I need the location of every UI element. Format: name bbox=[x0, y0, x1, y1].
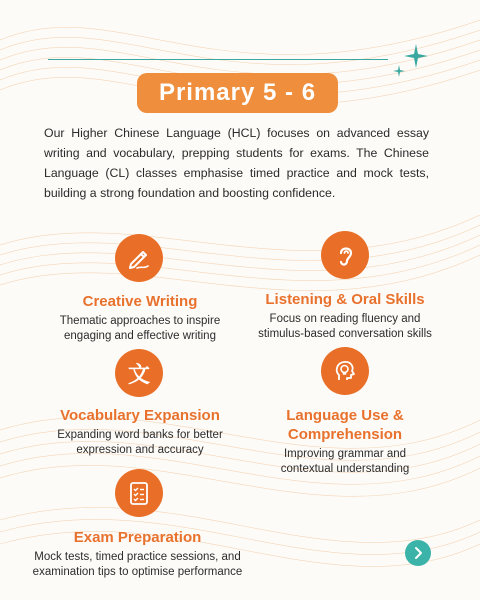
feature-description bbox=[40, 314, 240, 344]
brain-lightbulb-icon bbox=[321, 347, 369, 395]
feature-desc-line: Focus on reading fluency and bbox=[269, 313, 421, 325]
feature-title: Exam Preparation bbox=[73, 529, 202, 546]
chinese-character-glyph: 文 bbox=[127, 362, 150, 388]
feature-vocabulary-expansion bbox=[40, 406, 240, 458]
sparkle-icon bbox=[404, 44, 428, 68]
chevron-right-icon bbox=[411, 546, 425, 560]
feature-language-use-comprehension bbox=[250, 406, 440, 477]
feature-listening-oral bbox=[250, 290, 440, 342]
feature-description bbox=[20, 550, 255, 580]
feature-desc-line: contextual understanding bbox=[280, 463, 410, 475]
feature-title-line: Comprehension bbox=[287, 426, 403, 443]
chinese-character-icon bbox=[115, 349, 163, 397]
feature-desc-line: engaging and effective writing bbox=[64, 330, 216, 342]
feature-title bbox=[250, 406, 440, 444]
sparkle-small-icon bbox=[393, 65, 405, 77]
page-title: Primary 5 - 6 bbox=[137, 73, 338, 113]
feature-desc-line: Improving grammar and bbox=[283, 448, 407, 460]
feature-description bbox=[40, 428, 240, 458]
next-button[interactable] bbox=[405, 540, 431, 566]
feature-desc-line: Thematic approaches to inspire bbox=[59, 315, 221, 327]
feature-exam-preparation bbox=[20, 528, 255, 580]
feature-title: Listening & Oral Skills bbox=[265, 291, 425, 308]
feature-creative-writing bbox=[40, 292, 240, 344]
pen-icon bbox=[115, 234, 163, 282]
feature-desc-line: Mock tests, timed practice sessions, and bbox=[34, 551, 241, 563]
feature-description bbox=[250, 312, 440, 342]
feature-desc-line: examination tips to optimise performance bbox=[32, 566, 243, 578]
feature-desc-line: expression and accuracy bbox=[76, 444, 204, 456]
checklist-icon bbox=[115, 469, 163, 517]
intro-paragraph: Our Higher Chinese Language (HCL) focuses on advanced essay writing and vocabulary, prepping students for exams. The Chinese Language (CL) classes emphasise timed practice and mock tests, building a strong foundation and boosting confidence. bbox=[44, 126, 429, 200]
feature-title-line: Language Use & bbox=[286, 407, 404, 424]
feature-title: Vocabulary Expansion bbox=[60, 407, 220, 424]
feature-desc-line: stimulus-based conversation skills bbox=[258, 328, 432, 340]
ear-icon bbox=[321, 231, 369, 279]
header-divider-line bbox=[48, 59, 388, 60]
feature-description bbox=[250, 447, 440, 477]
feature-title: Creative Writing bbox=[82, 293, 198, 310]
feature-desc-line: Expanding word banks for better bbox=[57, 429, 223, 441]
